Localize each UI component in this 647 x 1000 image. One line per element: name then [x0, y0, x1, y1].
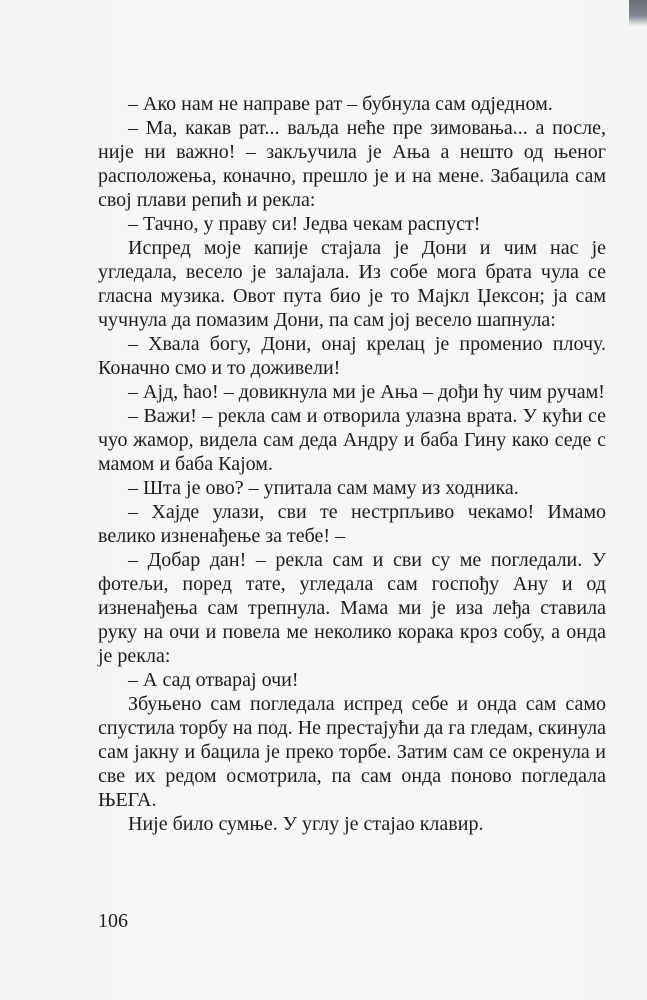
paragraph: Испред моје капије стајала је Дони и чим нас је угледала, весело је залајала. Из собе мога брата чула се гласна музика. Овот пута био је то Мајкл Џексон; ја сам чучнула да помазим Дони, па сам јој весело шапнула:: [98, 237, 606, 331]
paragraph: – Хвала богу, Дони, онај крелац је променио плочу. Коначно смо и то доживели!: [98, 333, 606, 379]
body-text: [98, 92, 606, 836]
paragraph: – Шта је ово? – упитала сам маму из ходника.: [128, 477, 519, 499]
paragraph: – Ако нам не направе рат – бубнула сам одједном.: [128, 93, 553, 115]
paragraph: – Тачно, у праву си! Једва чекам распуст!: [128, 213, 481, 235]
paragraph: – Важи! – рекла сам и отворила улазна врата. У кући се чуо жамор, видела сам деда Андру и баба Гину како седе с мамом и баба Кајом.: [98, 405, 606, 475]
paragraph: – А сад отварај очи!: [128, 669, 299, 691]
paragraph: – Добар дан! – рекла сам и сви су ме погледали. У фотељи, поред тате, угледала сам госпођу Ану и од изненађења сам трепнула. Мама ми је иза леђа ставила руку на очи и повела ме неколико корака кроз собу, а онда је рекла:: [98, 549, 606, 667]
paragraph: – Хајде улази, сви те нестрпљиво чекамо! Имамо велико изненађење за тебе! –: [98, 501, 606, 547]
paragraph: – Ајд, ћао! – довикнула ми је Ања – дођи ћу чим ручам!: [128, 381, 605, 403]
page-number: 106: [98, 910, 128, 932]
paragraph: Није било сумње. У углу је стајао клавир.: [128, 813, 484, 835]
scan-edge-mark: [629, 0, 647, 26]
paragraph: Збуњено сам погледала испред себе и онда сам само спустила торбу на под. Не престајући да га гледам, скинула сам јакну и бацила је преко торбе. Затим сам се окренула и све их редом осмотрила, па сам онда поново погледала ЊЕГА.: [98, 693, 606, 811]
paragraph: – Ма, какав рат... ваљда неће пре зимовања... а после, није ни важно! – закључила је Ања а нешто од њеног расположења, коначно, прешло је и на мене. Забацила сам свој плави репић и рекла:: [98, 117, 606, 211]
